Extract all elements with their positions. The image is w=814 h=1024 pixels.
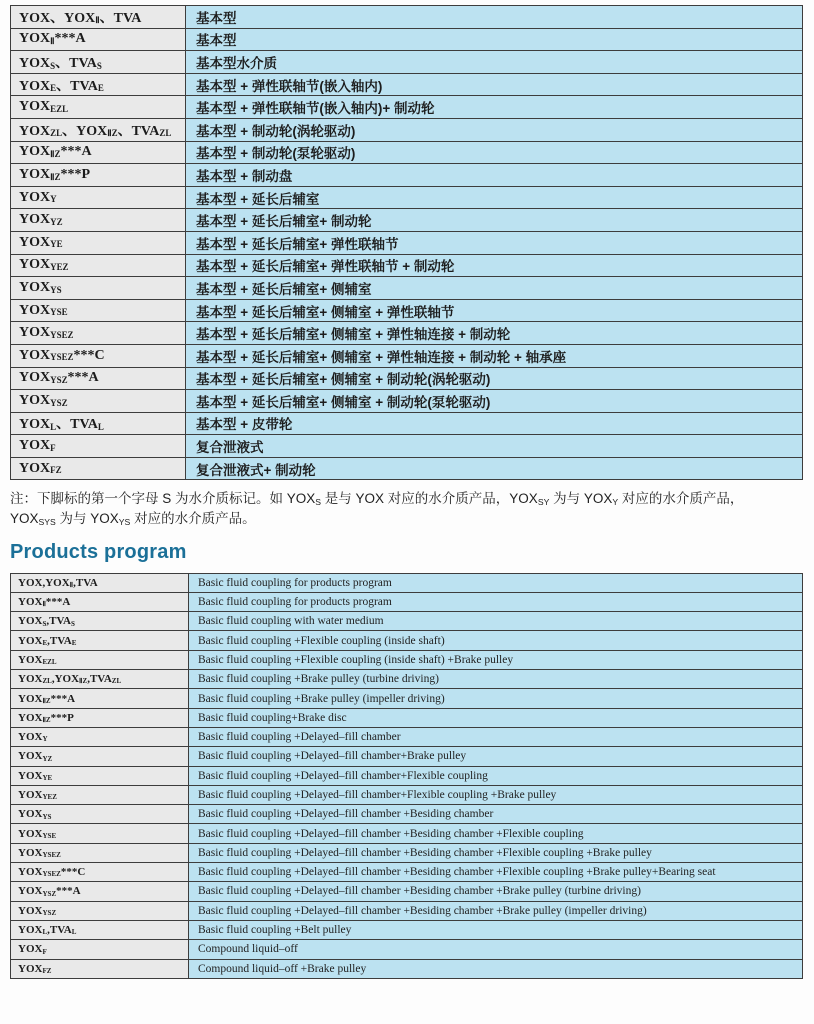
model-code-cell: YOXⅡZ***P [11, 164, 186, 187]
model-code-cell: YOXFZ [11, 457, 186, 480]
model-code-cell: YOXYEZ [11, 785, 189, 804]
table-row [11, 186, 803, 209]
configuration-cell: Compound liquid–off +Brake pulley [189, 959, 803, 978]
configuration-cell: Basic fluid coupling +Flexible coupling (inside shaft) [189, 631, 803, 650]
configuration-cell: 基本型 [186, 28, 803, 51]
table-row [11, 573, 803, 592]
model-code-cell: YOXYZ [11, 747, 189, 766]
configuration-cell: 基本型 + 延长后辅室+ 弹性联轴节 + 制动轮 [186, 254, 803, 277]
table-row [11, 592, 803, 611]
model-code-cell: YOXEZL [11, 650, 189, 669]
table-row [11, 164, 803, 187]
table-row [11, 299, 803, 322]
model-code-cell: YOXYS [11, 805, 189, 824]
configuration-cell: 基本型 + 延长后辅室+ 侧辅室 + 弹性联轴节 [186, 299, 803, 322]
model-code-cell: YOXF [11, 940, 189, 959]
model-code-cell: YOXY [11, 186, 186, 209]
configuration-cell: 复合泄液式+ 制动轮 [186, 457, 803, 480]
table-row [11, 435, 803, 458]
configuration-cell: 复合泄液式 [186, 435, 803, 458]
table-row [11, 28, 803, 51]
table-row [11, 824, 803, 843]
configuration-cell: 基本型 + 制动轮(泵轮驱动) [186, 141, 803, 164]
configuration-cell: Basic fluid coupling +Delayed–fill chamber +Besiding chamber +Brake pulley (impeller driving) [189, 901, 803, 920]
model-code-cell: YOXⅡZ***A [11, 689, 189, 708]
configuration-cell: Basic fluid coupling +Delayed–fill chamber +Besiding chamber [189, 805, 803, 824]
model-code-cell: YOXYSZ [11, 901, 189, 920]
configuration-cell: 基本型 + 延长后辅室+ 侧辅室 + 制动轮(涡轮驱动) [186, 367, 803, 390]
configuration-cell: Basic fluid coupling +Flexible coupling (inside shaft) +Brake pulley [189, 650, 803, 669]
table-row [11, 766, 803, 785]
table-row [11, 631, 803, 650]
footnote-line-2: YOXSYS 为与 YOXYS 对应的水介质产品。 [10, 511, 256, 527]
configuration-cell: Basic fluid coupling +Delayed–fill chamber+Flexible coupling +Brake pulley [189, 785, 803, 804]
configuration-cell: 基本型 + 延长后辅室+ 制动轮 [186, 209, 803, 232]
table-row [11, 920, 803, 939]
configuration-cell: 基本型 + 延长后辅室+ 侧辅室 + 制动轮(泵轮驱动) [186, 390, 803, 413]
footnote-line-1: 注：下脚标的第一个字母 S 为水介质标记。如 YOXS 是与 YOX 对应的水介质产品，YOXSY 为与 YOXY 对应的水介质产品， [10, 491, 744, 508]
configuration-cell: Basic fluid coupling +Delayed–fill chamber +Besiding chamber +Flexible coupling [189, 824, 803, 843]
table-row [11, 254, 803, 277]
table-row [11, 412, 803, 435]
model-code-cell: YOXZL、YOXⅡZ、TVAZL [11, 118, 186, 141]
configuration-cell: Basic fluid coupling+Brake disc [189, 708, 803, 727]
model-code-cell: YOXL、TVAL [11, 412, 186, 435]
configuration-cell: Basic fluid coupling for products program [189, 573, 803, 592]
table-row [11, 141, 803, 164]
model-code-cell: YOXYSEZ***C [11, 344, 186, 367]
table-row [11, 118, 803, 141]
model-code-cell: YOXYSE [11, 299, 186, 322]
configuration-cell: Basic fluid coupling +Delayed–fill chamber+Brake pulley [189, 747, 803, 766]
configuration-cell: 基本型 + 延长后辅室+ 弹性联轴节 [186, 231, 803, 254]
table-row [11, 805, 803, 824]
table-row [11, 670, 803, 689]
table-row [11, 612, 803, 631]
english-products-table [10, 573, 803, 979]
model-code-cell: YOXFZ [11, 959, 189, 978]
model-code-cell: YOXYE [11, 766, 189, 785]
table-row [11, 727, 803, 746]
model-code-cell: YOXZL,YOXⅡZ,TVAZL [11, 670, 189, 689]
configuration-cell: Basic fluid coupling +Brake pulley (impeller driving) [189, 689, 803, 708]
model-code-cell: YOXYZ [11, 209, 186, 232]
model-code-cell: YOXYSZ***A [11, 882, 189, 901]
configuration-cell: 基本型 + 制动盘 [186, 164, 803, 187]
table-row [11, 231, 803, 254]
model-code-cell: YOXⅡ***A [11, 592, 189, 611]
model-code-cell: YOXYSZ***A [11, 367, 186, 390]
model-code-cell: YOXYSZ [11, 390, 186, 413]
configuration-cell: 基本型 + 皮带轮 [186, 412, 803, 435]
table-row [11, 209, 803, 232]
model-code-cell: YOXS、TVAS [11, 51, 186, 74]
model-code-cell: YOX,YOXⅡ,TVA [11, 573, 189, 592]
table-row [11, 277, 803, 300]
configuration-cell: Basic fluid coupling +Delayed–fill chamber [189, 727, 803, 746]
model-code-cell: YOXYE [11, 231, 186, 254]
configuration-cell: Basic fluid coupling +Delayed–fill chamber+Flexible coupling [189, 766, 803, 785]
configuration-cell: 基本型 + 弹性联轴节(嵌入轴内)+ 制动轮 [186, 96, 803, 119]
configuration-cell: Basic fluid coupling with water medium [189, 612, 803, 631]
table-row [11, 390, 803, 413]
table-row [11, 959, 803, 978]
table-row [11, 689, 803, 708]
configuration-cell: Basic fluid coupling +Delayed–fill chamber +Besiding chamber +Flexible coupling +Brake pulley+Bearing seat [189, 863, 803, 882]
configuration-cell: 基本型 + 延长后辅室+ 侧辅室 + 弹性轴连接 + 制动轮 + 轴承座 [186, 344, 803, 367]
table-row [11, 457, 803, 480]
model-code-cell: YOXYSEZ [11, 843, 189, 862]
table-row [11, 367, 803, 390]
table-row [11, 785, 803, 804]
table-row [11, 96, 803, 119]
model-code-cell: YOXYS [11, 277, 186, 300]
table-row [11, 901, 803, 920]
model-code-cell: YOXYSE [11, 824, 189, 843]
table-row [11, 650, 803, 669]
configuration-cell: 基本型 + 延长后辅室+ 侧辅室 + 弹性轴连接 + 制动轮 [186, 322, 803, 345]
model-code-cell: YOXS,TVAS [11, 612, 189, 631]
table-row [11, 322, 803, 345]
model-code-cell: YOX、YOXⅡ、TVA [11, 6, 186, 29]
configuration-cell: Compound liquid–off [189, 940, 803, 959]
table-row [11, 6, 803, 29]
configuration-cell: 基本型水介质 [186, 51, 803, 74]
table-row [11, 747, 803, 766]
table-row [11, 843, 803, 862]
configuration-cell: Basic fluid coupling +Delayed–fill chamber +Besiding chamber +Flexible coupling +Brake pulley [189, 843, 803, 862]
configuration-cell: 基本型 + 弹性联轴节(嵌入轴内) [186, 73, 803, 96]
model-code-cell: YOXF [11, 435, 186, 458]
configuration-cell: Basic fluid coupling +Belt pulley [189, 920, 803, 939]
configuration-cell: 基本型 + 制动轮(涡轮驱动) [186, 118, 803, 141]
chinese-products-table [10, 5, 803, 480]
model-code-cell: YOXYSEZ***C [11, 863, 189, 882]
model-code-cell: YOXYEZ [11, 254, 186, 277]
model-code-cell: YOXY [11, 727, 189, 746]
table-row [11, 51, 803, 74]
model-code-cell: YOXE,TVAE [11, 631, 189, 650]
model-code-cell: YOXYSEZ [11, 322, 186, 345]
model-code-cell: YOXE、TVAE [11, 73, 186, 96]
model-code-cell: YOXⅡ***A [11, 28, 186, 51]
table-row [11, 940, 803, 959]
configuration-cell: Basic fluid coupling +Brake pulley (turbine driving) [189, 670, 803, 689]
table-row [11, 708, 803, 727]
configuration-cell: Basic fluid coupling for products program [189, 592, 803, 611]
water-medium-footnote [10, 489, 805, 528]
table-row [11, 863, 803, 882]
model-code-cell: YOXL,TVAL [11, 920, 189, 939]
configuration-cell: Basic fluid coupling +Delayed–fill chamber +Besiding chamber +Brake pulley (turbine driving) [189, 882, 803, 901]
products-program-heading: Products program [10, 540, 187, 563]
table-row [11, 344, 803, 367]
configuration-cell: 基本型 + 延长后辅室+ 侧辅室 [186, 277, 803, 300]
model-code-cell: YOXⅡZ***A [11, 141, 186, 164]
configuration-cell: 基本型 [186, 6, 803, 29]
table-row [11, 73, 803, 96]
model-code-cell: YOXEZL [11, 96, 186, 119]
configuration-cell: 基本型 + 延长后辅室 [186, 186, 803, 209]
model-code-cell: YOXⅡZ***P [11, 708, 189, 727]
table-row [11, 882, 803, 901]
